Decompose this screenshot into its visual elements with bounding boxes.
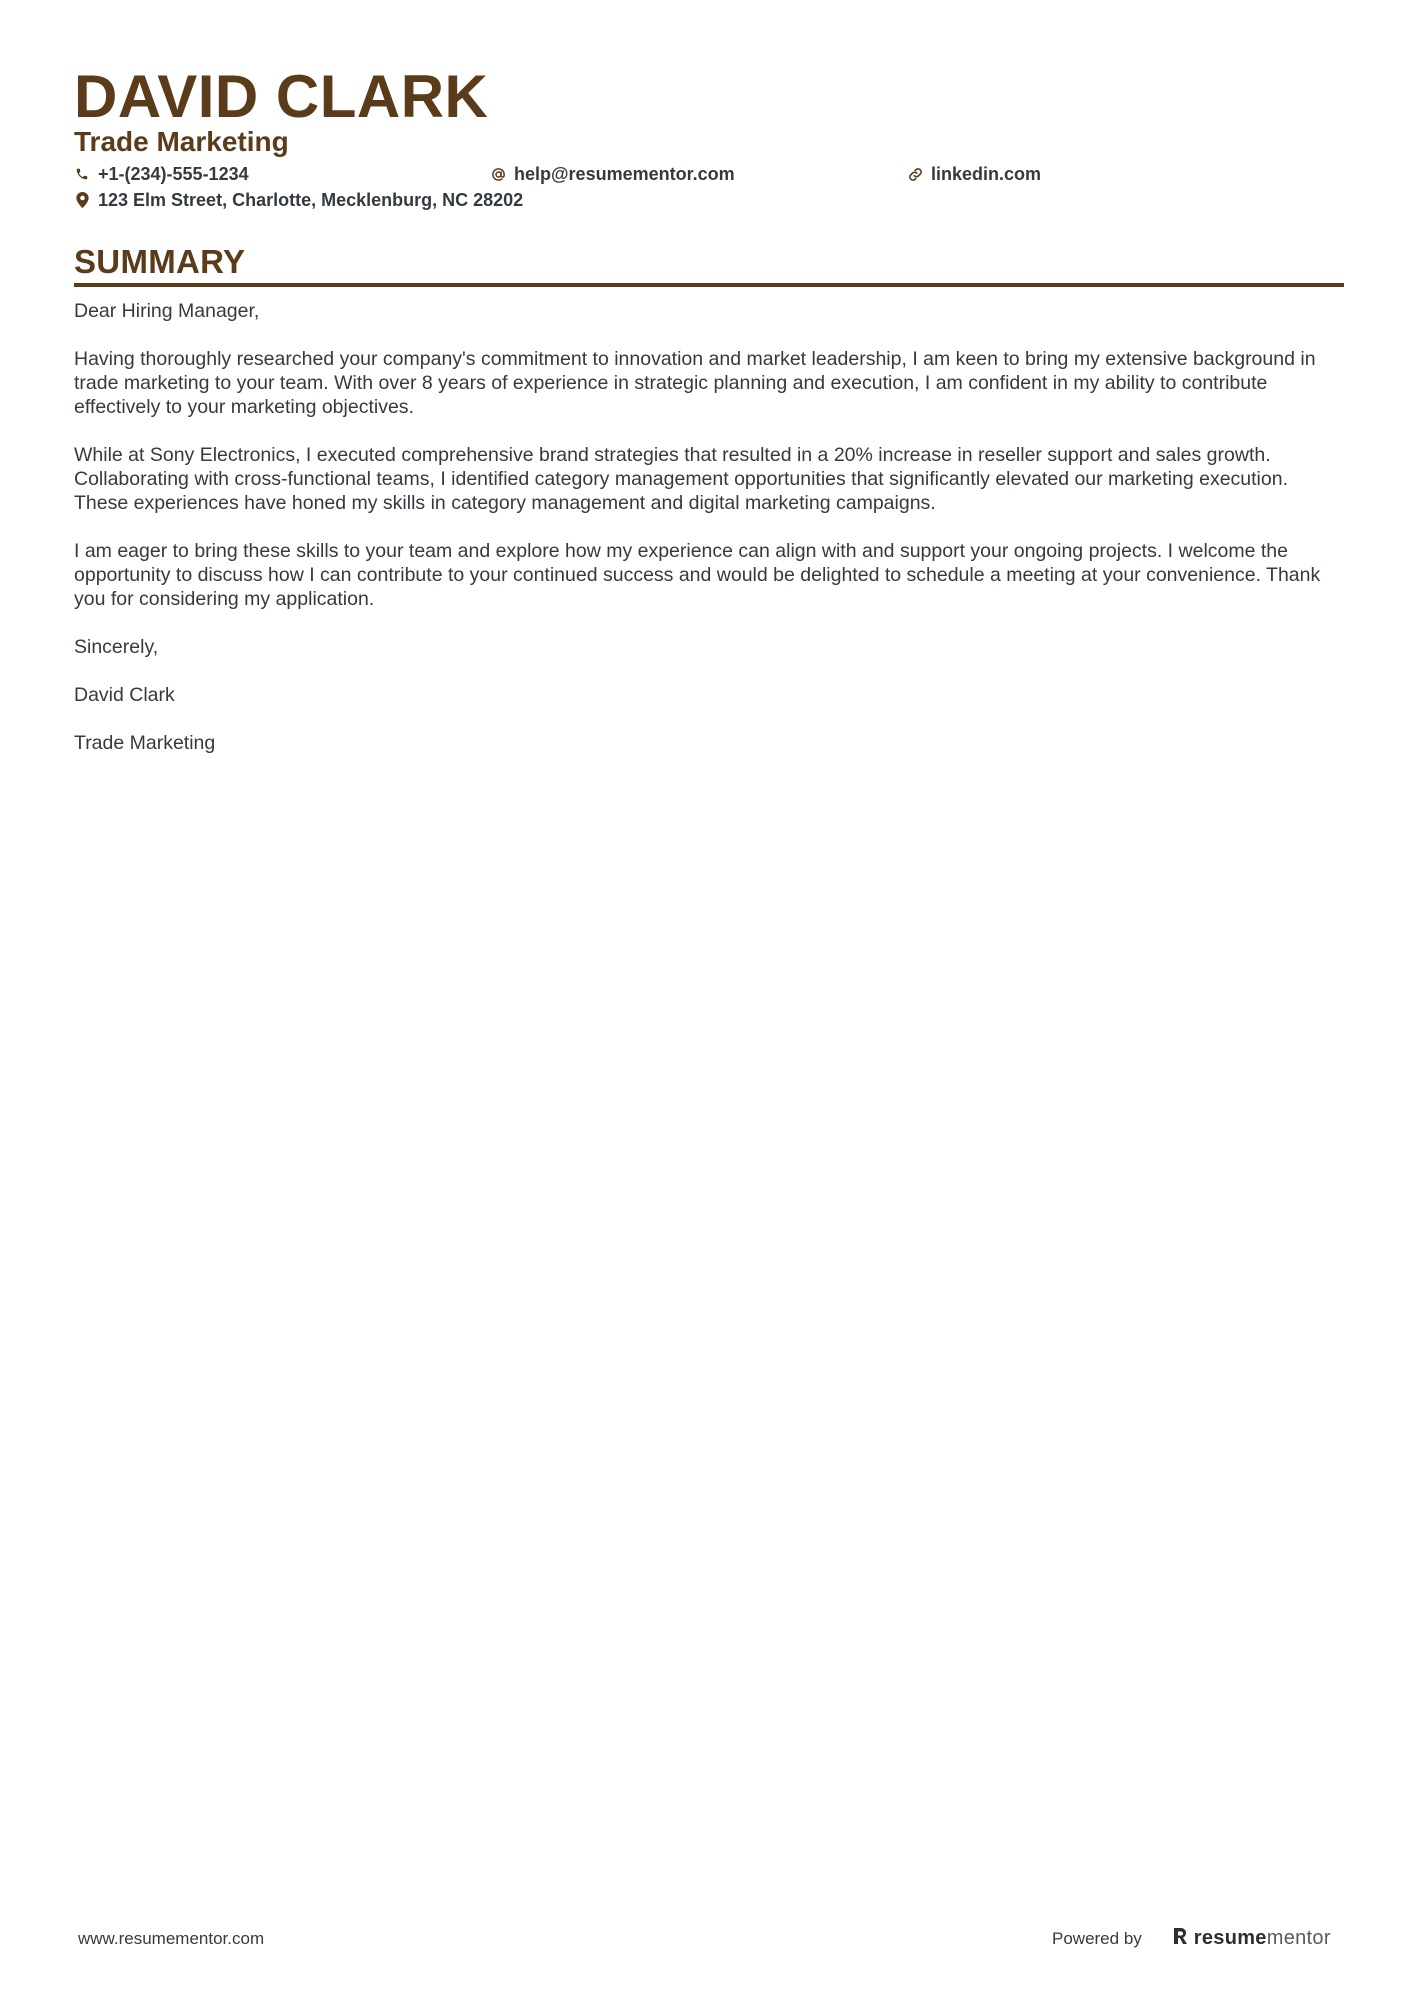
signature-name: David Clark xyxy=(74,684,175,706)
powered-by-text: Powered by xyxy=(1052,1928,1142,1948)
contact-phone xyxy=(74,161,249,187)
contact-row-1 xyxy=(74,161,1344,187)
greeting: Dear Hiring Manager, xyxy=(74,300,260,322)
address-text: 123 Elm Street, Charlotte, Mecklenburg, NC 28202 xyxy=(98,189,524,210)
location-pin-icon xyxy=(74,192,90,208)
phone-icon xyxy=(74,166,90,182)
paragraph-1: Having thoroughly researched your company's commitment to innovation and market leadership, I am keen to bring my extensive background in trade marketing to your team. With over 8 years of experience in strategic planning and execution, I am confident in my ability to contribute effectively to your marketing objectives. xyxy=(74,348,1316,418)
section-divider xyxy=(74,283,1344,287)
contact-link[interactable] xyxy=(907,161,1041,187)
footer-website[interactable]: www.resumementor.com xyxy=(78,1929,265,1948)
link-icon xyxy=(907,166,923,182)
paragraph-3: I am eager to bring these skills to your team and explore how my experience can align with and support your ongoing projects. I welcome the opportunity to discuss how I can contribute to your continued success and would be delighted to schedule a meeting at your convenience. Thank you for considering my application. xyxy=(74,540,1321,610)
at-icon xyxy=(490,166,506,182)
contact-address xyxy=(74,187,523,213)
resumementor-mark-icon xyxy=(1172,1926,1188,1951)
brand-light-part: mentor xyxy=(1266,1927,1331,1949)
summary-heading: SUMMARY xyxy=(74,243,246,280)
contact-row-2 xyxy=(74,187,1344,213)
candidate-title: Trade Marketing xyxy=(74,126,289,157)
closing: Sincerely, xyxy=(74,636,159,658)
resumementor-logo[interactable] xyxy=(1172,1926,1331,1951)
phone-text: +1-(234)-555-1234 xyxy=(98,163,249,184)
email-text[interactable]: help@resumementor.com xyxy=(514,163,735,184)
contact-email[interactable] xyxy=(490,161,735,187)
resumementor-wordmark xyxy=(1194,1927,1331,1950)
brand-bold-part: resume xyxy=(1193,1927,1267,1949)
candidate-name: DAVID CLARK xyxy=(74,63,489,130)
signature-title: Trade Marketing xyxy=(74,732,216,754)
footer-branding xyxy=(1052,1926,1331,1951)
link-text[interactable]: linkedin.com xyxy=(931,163,1042,184)
cover-letter-body xyxy=(74,299,1344,779)
paragraph-2: While at Sony Electronics, I executed comprehensive brand strategies that resulted in a 20% increase in reseller support and sales growth. Collaborating with cross-functional teams, I identified category management opportunities that significantly elevated our marketing execution. These experiences have honed my skills in category management and digital marketing campaigns. xyxy=(74,444,1288,514)
